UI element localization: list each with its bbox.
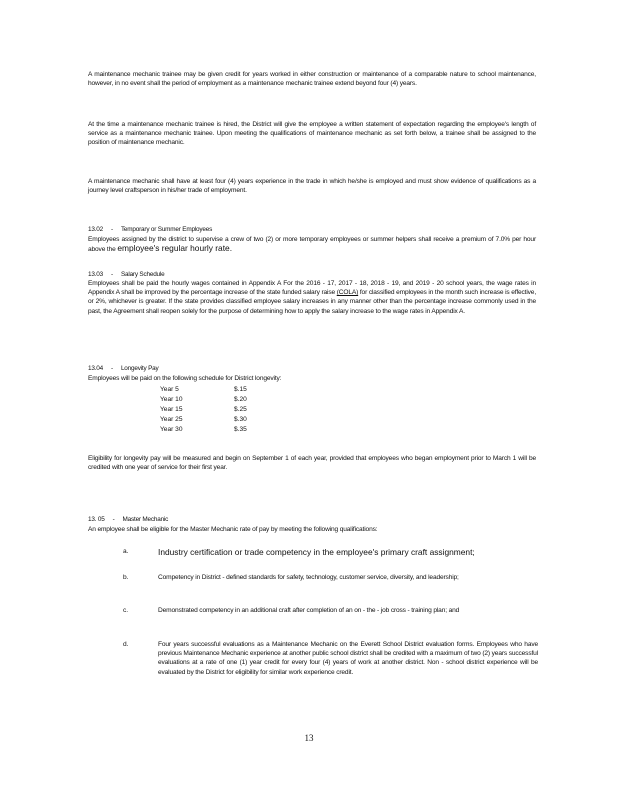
section-title: Longevity Pay <box>120 365 159 372</box>
section-body-tail: employee's regular hourly rate. <box>117 243 233 254</box>
section-title: Salary Schedule <box>120 271 165 278</box>
section-dash: - <box>111 365 113 372</box>
section-number: 13.03 <box>88 271 103 278</box>
paragraph-trainee-statement: At the time a maintenance mechanic trainee is hired, the District will give the employee a written statement of expectation regarding the employee's length of service as a maintenance mechanic trainee. Upon meeting the qualifications of maintenance mechanic as set forth below, a trainee shall be assigned to the position of maintenance mechanic. <box>88 121 536 147</box>
section-heading-13-04 <box>88 364 158 373</box>
cola-term: (COLA) <box>336 289 359 297</box>
schedule-amount: $.20 <box>234 396 247 403</box>
section-intro-13-05: An employee shall be eligible for the Master Mechanic rate of pay by meeting the following qualifications: <box>88 526 378 533</box>
section-title: Master Mechanic <box>122 516 169 523</box>
schedule-row <box>160 405 247 415</box>
schedule-row <box>160 395 247 405</box>
section-heading-13-03 <box>88 270 164 279</box>
schedule-year: Year 30 <box>160 426 183 433</box>
schedule-year: Year 25 <box>160 416 183 423</box>
list-item-text: Demonstrated competency in an additional craft after completion of an on - the - job cross - training plan; and <box>158 607 460 614</box>
schedule-row <box>160 415 247 425</box>
page-number: 13 <box>304 733 314 743</box>
longevity-schedule <box>160 385 247 435</box>
schedule-amount: $.25 <box>234 406 247 413</box>
schedule-amount: $.35 <box>234 426 247 433</box>
schedule-row <box>160 385 247 395</box>
section-heading-13-02 <box>88 225 212 234</box>
list-item-text: Industry certification or trade competency in the employee's primary craft assignment; <box>158 547 475 557</box>
section-title: Temporary or Summer Employees <box>120 226 213 233</box>
section-heading-13-05 <box>88 515 168 524</box>
section-number: 13.02 <box>88 226 103 233</box>
list-marker: a. <box>123 548 129 555</box>
schedule-row <box>160 425 247 435</box>
section-intro-13-04: Employees will be paid on the following schedule for District longevity: <box>88 375 282 382</box>
list-item-text: Competency in District - defined standards for safety, technology, customer service, diversity, and leadership; <box>158 574 459 581</box>
list-item-text: Four years successful evaluations as a Maintenance Mechanic on the Everett School District evaluation forms. Employees who have previous Maintenance Mechanic experience at another public school district shall be credited with a maximum of two (2) years successful evaluations at a rate of one (1) year credit for every four (4) years of work at another district. Non - school district experience will be evaluated by the District for eligibility for similar work experience credit. <box>158 641 538 676</box>
schedule-amount: $.30 <box>234 416 247 423</box>
paragraph-trainee-credit: A maintenance mechanic trainee may be given credit for years worked in either construction or maintenance of a comparable nature to school maintenance, however, in no event shall the period of employment as a maintenance mechanic trainee extend beyond four (4) years. <box>88 71 536 88</box>
section-body-13-03 <box>88 279 536 316</box>
section-number: 13. 05 <box>88 516 105 523</box>
schedule-year: Year 5 <box>160 386 179 393</box>
schedule-year: Year 10 <box>160 396 183 403</box>
section-eligibility-13-04: Eligibility for longevity pay will be measured and begin on September 1 of each year, provided that employees who began employment prior to March 1 will be credited with one year of service for their first year. <box>88 455 536 472</box>
list-marker: c. <box>123 607 129 614</box>
section-body-text: Employees assigned by the district to supervise a crew of two (2) or more temporary employees or summer helpers shall receive a premium of 7.0% per hour above the <box>88 236 536 254</box>
section-dash: - <box>111 271 113 278</box>
list-marker: b. <box>123 574 129 581</box>
section-body-13-02 <box>88 235 536 254</box>
section-dash: - <box>111 226 113 233</box>
section-body-text: Employees shall be paid the hourly wages contained in Appendix A For the 2016 - 17, 2017 - 18, 2018 - 19, and 2019 - 20 school years, the wage rates in Appendix A shall be improved by the percentage increase of the state funded salary raise <box>88 280 536 297</box>
paragraph-mechanic-experience: A maintenance mechanic shall have at least four (4) years experience in the trade in which he/she is employed and must show evidence of qualifications as a journey level craftsperson in his/her trade of employment. <box>88 178 536 195</box>
section-dash: - <box>112 516 115 523</box>
section-body-text-continued: for classified employees in the month such increase is effective, or 2%, whichever is greater. If the state provides classified employee salary increases in any manner other than the percentage increase commonly used in the past, the Agreement shall reopen solely for the purpose of determining how to apply the salary increase to the wage rates in Appendix A. <box>88 289 537 315</box>
schedule-year: Year 15 <box>160 406 183 413</box>
schedule-amount: $.15 <box>234 386 247 393</box>
list-marker: d. <box>123 641 129 648</box>
section-number: 13.04 <box>88 365 103 372</box>
